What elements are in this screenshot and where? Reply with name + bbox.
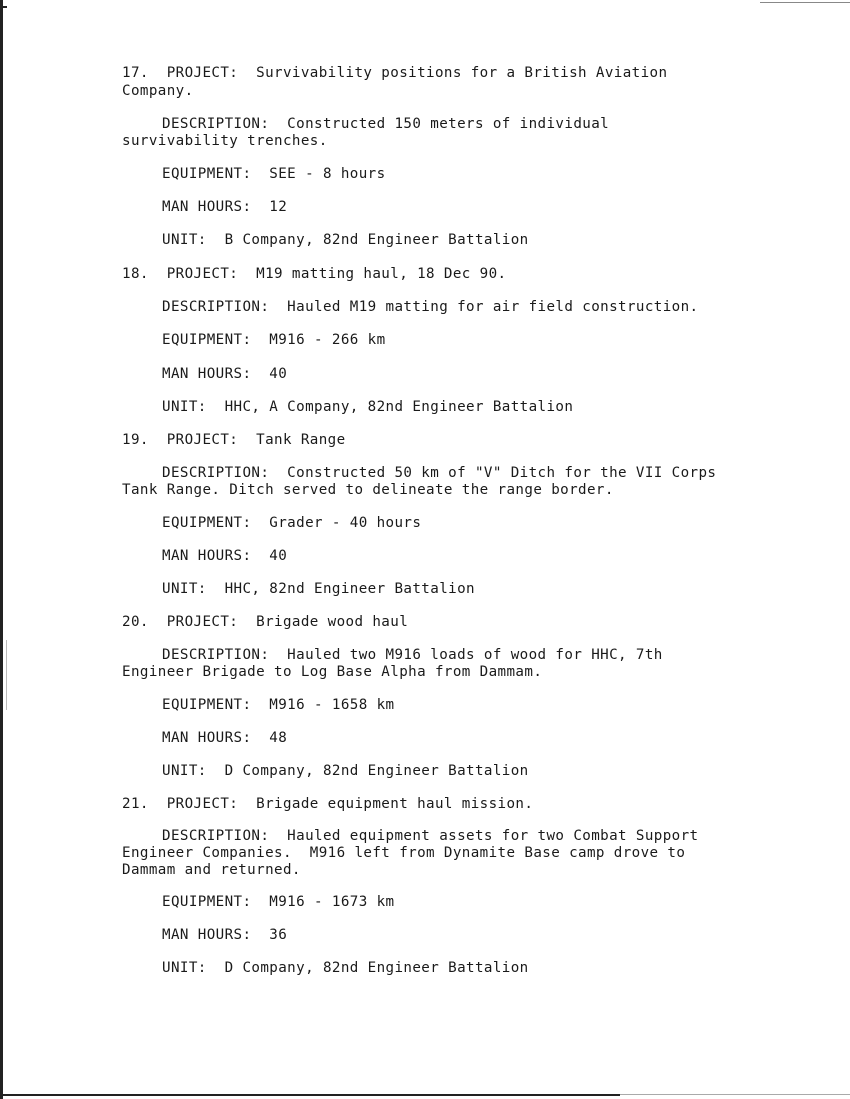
project-19-description-cont: Tank Range. Ditch served to delineate the range border. — [122, 482, 614, 498]
bottom-rule-faint — [620, 1094, 850, 1095]
project-17-unit: UNIT: B Company, 82nd Engineer Battalion — [162, 232, 529, 248]
top-rule — [760, 2, 850, 3]
project-21-description-cont-1: Engineer Companies. M916 left from Dynamite Base camp drove to — [122, 845, 686, 861]
project-20-title: 20. PROJECT: Brigade wood haul — [122, 614, 409, 630]
project-19-equipment: EQUIPMENT: Grader - 40 hours — [162, 515, 422, 531]
page-edge-bar — [0, 0, 3, 1099]
project-19-man-hours: MAN HOURS: 40 — [162, 548, 288, 564]
project-17-title-cont: Company. — [122, 83, 194, 99]
project-17-title: 17. PROJECT: Survivability positions for a British Aviation — [122, 65, 668, 81]
project-20-unit: UNIT: D Company, 82nd Engineer Battalion — [162, 763, 529, 779]
project-21-equipment: EQUIPMENT: M916 - 1673 km — [162, 894, 395, 910]
page-edge-tick — [0, 6, 7, 8]
project-19-unit: UNIT: HHC, 82nd Engineer Battalion — [162, 581, 475, 597]
project-20-equipment: EQUIPMENT: M916 - 1658 km — [162, 697, 395, 713]
project-21-description-cont-2: Dammam and returned. — [122, 862, 301, 878]
project-21-description: DESCRIPTION: Hauled equipment assets for two Combat Support — [162, 828, 699, 844]
project-17-man-hours: MAN HOURS: 12 — [162, 199, 288, 215]
project-20-description-cont: Engineer Brigade to Log Base Alpha from Dammam. — [122, 664, 543, 680]
project-21-unit: UNIT: D Company, 82nd Engineer Battalion — [162, 960, 529, 976]
project-18-description: DESCRIPTION: Hauled M19 matting for air field construction. — [162, 299, 699, 315]
project-20-man-hours: MAN HOURS: 48 — [162, 730, 288, 746]
project-21-man-hours: MAN HOURS: 36 — [162, 927, 288, 943]
project-18-man-hours: MAN HOURS: 40 — [162, 366, 288, 382]
margin-mark — [6, 640, 7, 710]
project-18-title: 18. PROJECT: M19 matting haul, 18 Dec 90. — [122, 266, 507, 282]
bottom-rule — [0, 1094, 620, 1096]
project-18-unit: UNIT: HHC, A Company, 82nd Engineer Battalion — [162, 399, 574, 415]
project-17-description: DESCRIPTION: Constructed 150 meters of individual — [162, 116, 610, 132]
project-19-title: 19. PROJECT: Tank Range — [122, 432, 346, 448]
project-20-description: DESCRIPTION: Hauled two M916 loads of wood for HHC, 7th — [162, 647, 663, 663]
project-18-equipment: EQUIPMENT: M916 - 266 km — [162, 332, 386, 348]
project-17-equipment: EQUIPMENT: SEE - 8 hours — [162, 166, 386, 182]
project-17-description-cont: survivability trenches. — [122, 133, 328, 149]
project-21-title: 21. PROJECT: Brigade equipment haul mission. — [122, 796, 534, 812]
project-19-description: DESCRIPTION: Constructed 50 km of "V" Ditch for the VII Corps — [162, 465, 717, 481]
